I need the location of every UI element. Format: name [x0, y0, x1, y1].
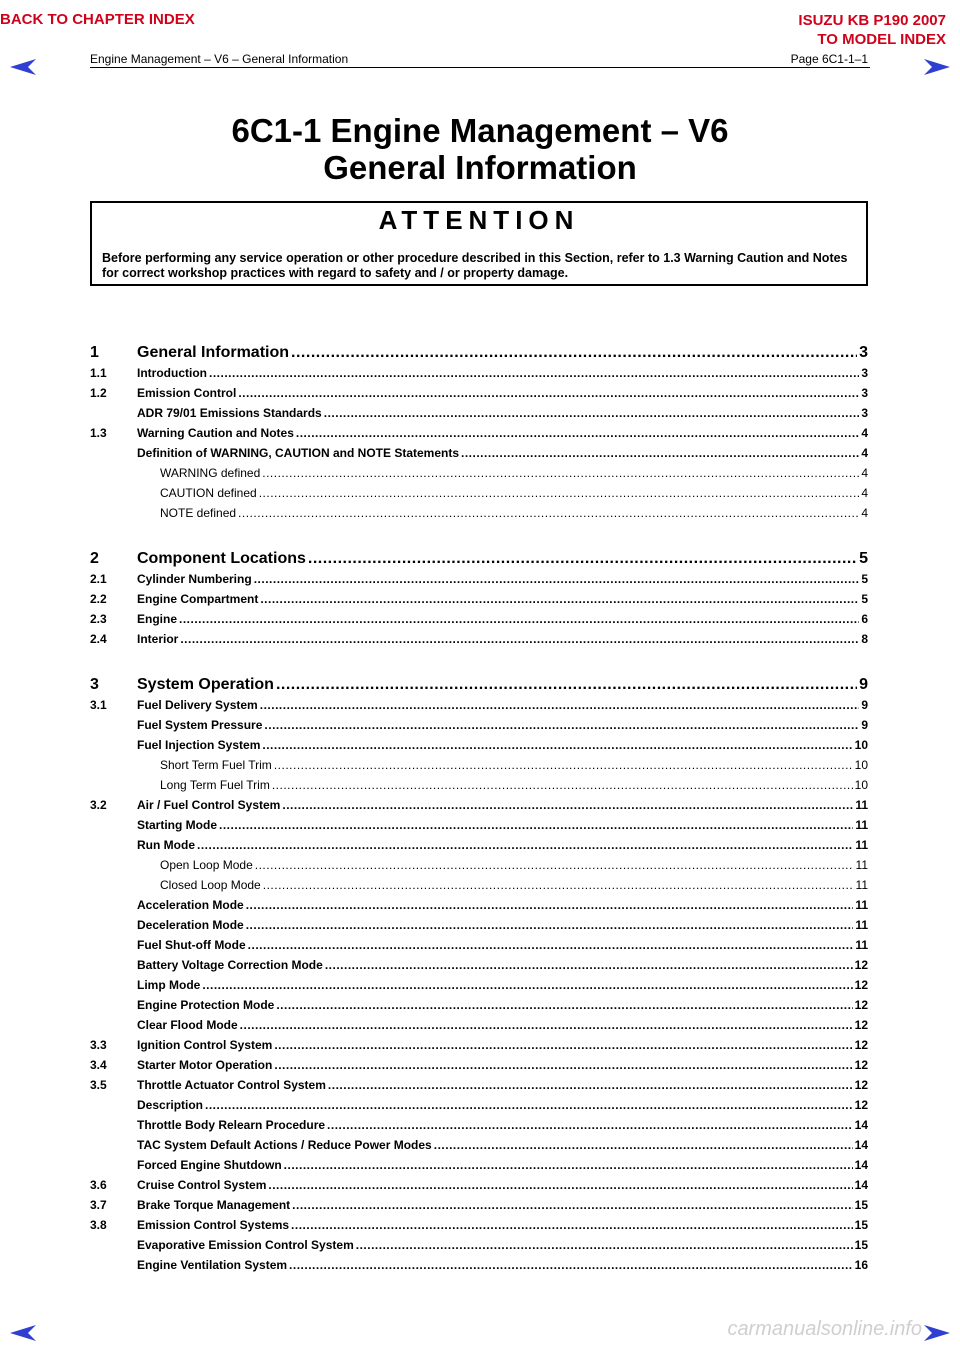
toc-leader-dots [284, 1158, 853, 1172]
toc-entry-page: 12 [854, 998, 868, 1012]
toc-leader-dots [328, 1078, 853, 1092]
toc-entry-label: Starter Motor Operation [137, 1058, 273, 1072]
toc-entry[interactable] [90, 958, 868, 972]
toc-leader-dots [291, 344, 857, 362]
toc-leader-dots [356, 1238, 853, 1252]
toc-entry-page: 4 [861, 506, 868, 520]
attention-text: Before performing any service operation or other procedure described in this Section, refer to 1.3 Warning Caution and Notes for correct workshop practices with regard to safety and / or property damage. [102, 251, 848, 280]
toc-entry-label: Limp Mode [137, 978, 201, 992]
toc-entry[interactable] [90, 778, 868, 792]
toc-leader-dots [325, 958, 853, 972]
toc-leader-dots [255, 858, 854, 872]
toc-entry[interactable] [90, 486, 868, 500]
toc-entry[interactable] [90, 676, 868, 694]
toc-leader-dots [259, 486, 860, 500]
toc-leader-dots [324, 406, 860, 420]
toc-entry-page: 14 [854, 1138, 868, 1152]
toc-entry-label: Brake Torque Management [137, 1198, 291, 1212]
page-title-line-2: General Information [323, 149, 637, 186]
toc-entry-page: 15 [854, 1198, 868, 1212]
toc-entry-label: Engine [137, 612, 178, 626]
toc-entry-page: 9 [861, 718, 868, 732]
toc-entry-page: 12 [854, 1058, 868, 1072]
toc-leader-dots [276, 676, 857, 694]
toc-leader-dots [246, 918, 854, 932]
toc-entry-page: 3 [861, 406, 868, 420]
toc-entry-page: 12 [854, 1038, 868, 1052]
attention-box [90, 201, 868, 286]
toc-entry-page: 4 [861, 466, 868, 480]
toc-entry-label: Warning Caution and Notes [137, 426, 294, 440]
toc-entry-page: 10 [854, 778, 868, 792]
toc-entry-page: 11 [855, 838, 868, 852]
toc-leader-dots [262, 466, 859, 480]
toc-entry-label: Short Term Fuel Trim [160, 758, 272, 772]
toc-entry-label: Run Mode [137, 838, 195, 852]
toc-leader-dots [296, 426, 859, 440]
toc-entry[interactable] [90, 592, 868, 606]
toc-entry[interactable] [90, 406, 868, 420]
toc-entry-page: 12 [854, 1098, 868, 1112]
toc-entry-label: Engine Compartment [137, 592, 259, 606]
toc-entry[interactable] [90, 938, 868, 952]
toc-entry-number: 2.4 [90, 632, 107, 646]
toc-entry-label: Air / Fuel Control System [137, 798, 281, 812]
toc-entry[interactable] [90, 1178, 868, 1192]
toc-entry-page: 11 [855, 878, 868, 892]
toc-leader-dots [262, 738, 852, 752]
toc-entry-label: Emission Control Systems [137, 1218, 290, 1232]
toc-entry-page: 9 [861, 698, 868, 712]
toc-entry-label: Definition of WARNING, CAUTION and NOTE Statements [137, 446, 460, 460]
toc-leader-dots [274, 758, 853, 772]
toc-leader-dots [292, 1198, 852, 1212]
toc-entry-label: Forced Engine Shutdown [137, 1158, 282, 1172]
toc-entry-number: 3.5 [90, 1078, 107, 1092]
toc-entry-number: 3.7 [90, 1198, 107, 1212]
toc-entry-page: 14 [854, 1118, 868, 1132]
toc-entry-page: 4 [861, 426, 868, 440]
toc-entry-label: Introduction [137, 366, 207, 380]
toc-entry-label: Component Locations [137, 550, 306, 567]
toc-entry-label: Engine Ventilation System [137, 1258, 288, 1272]
toc-entry[interactable] [90, 738, 868, 752]
toc-entry-label: Battery Voltage Correction Mode [137, 958, 323, 972]
toc-entry[interactable] [90, 898, 868, 912]
toc-entry-number: 2.2 [90, 592, 107, 606]
toc-entry[interactable] [90, 758, 868, 772]
toc-entry-number: 3.4 [90, 1058, 107, 1072]
toc-entry-label: Emission Control [137, 386, 237, 400]
toc-entry-label: Fuel Injection System [137, 738, 261, 752]
toc-entry[interactable] [90, 1078, 868, 1092]
toc-entry-page: 11 [855, 858, 868, 872]
toc-entry[interactable] [90, 1038, 868, 1052]
toc-entry[interactable] [90, 550, 868, 568]
toc-entry[interactable] [90, 1098, 868, 1112]
model-index-link[interactable] [798, 11, 946, 49]
toc-entry-number: 3 [90, 676, 99, 693]
toc-leader-dots [179, 612, 859, 626]
toc-entry-label: Description [137, 1098, 204, 1112]
toc-entry-label: General Information [137, 344, 290, 361]
toc-entry-page: 3 [861, 366, 868, 380]
toc-entry-label: WARNING defined [160, 466, 261, 480]
toc-leader-dots [240, 1018, 853, 1032]
toc-entry[interactable] [90, 998, 868, 1012]
toc-entry[interactable] [90, 1118, 868, 1132]
toc-leader-dots [209, 366, 859, 380]
model-line-1: ISUZU KB P190 2007 [798, 12, 946, 29]
toc-entry-number: 2 [90, 550, 99, 567]
toc-leader-dots [274, 1038, 852, 1052]
toc-entry-label: Acceleration Mode [137, 898, 244, 912]
site-watermark: carmanualsonline.info [727, 1318, 922, 1340]
toc-leader-dots [246, 898, 854, 912]
toc-entry[interactable] [90, 506, 868, 520]
toc-leader-dots [238, 386, 859, 400]
toc-entry-label: Open Loop Mode [160, 858, 253, 872]
toc-entry-label: Deceleration Mode [137, 918, 244, 932]
model-line-2: TO MODEL INDEX [817, 31, 946, 48]
toc-entry-label: NOTE defined [160, 506, 237, 520]
toc-entry-page: 5 [859, 550, 868, 567]
toc-entry[interactable] [90, 466, 868, 480]
toc-leader-dots [202, 978, 852, 992]
toc-entry-label: Closed Loop Mode [160, 878, 261, 892]
previous-page-arrow-bottom-icon[interactable] [8, 1324, 38, 1342]
toc-leader-dots [276, 998, 852, 1012]
toc-entry-page: 4 [861, 446, 868, 460]
toc-entry-page: 16 [854, 1258, 868, 1272]
toc-entry-number: 1.2 [90, 386, 107, 400]
toc-entry-number: 3.1 [90, 698, 107, 712]
toc-entry-page: 10 [854, 758, 868, 772]
toc-entry-label: ADR 79/01 Emissions Standards [137, 406, 322, 420]
toc-entry[interactable] [90, 612, 868, 626]
toc-entry-page: 14 [854, 1158, 868, 1172]
toc-entry-label: Interior [137, 632, 179, 646]
toc-entry-page: 11 [855, 898, 868, 912]
toc-leader-dots [268, 1178, 852, 1192]
toc-leader-dots [461, 446, 859, 460]
page-title-line-1: 6C1-1 Engine Management – V6 [231, 112, 729, 149]
toc-entry-label: Fuel System Pressure [137, 718, 263, 732]
toc-entry-page: 12 [854, 978, 868, 992]
toc-entry[interactable] [90, 446, 868, 460]
toc-entry-number: 1 [90, 344, 99, 361]
toc-leader-dots [308, 550, 857, 568]
toc-entry-label: Long Term Fuel Trim [160, 778, 270, 792]
toc-entry-page: 11 [855, 938, 868, 952]
toc-entry-page: 3 [861, 386, 868, 400]
toc-entry-number: 3.6 [90, 1178, 107, 1192]
toc-entry-label: Throttle Body Relearn Procedure [137, 1118, 326, 1132]
toc-entry-page: 11 [855, 918, 868, 932]
toc-entry-label: Ignition Control System [137, 1038, 273, 1052]
toc-entry[interactable] [90, 426, 868, 440]
toc-leader-dots [205, 1098, 853, 1112]
back-to-chapter-index-link[interactable]: BACK TO CHAPTER INDEX [0, 11, 195, 28]
toc-leader-dots [263, 878, 854, 892]
toc-leader-dots [327, 1118, 853, 1132]
toc-leader-dots [282, 798, 853, 812]
toc-entry-page: 14 [854, 1178, 868, 1192]
toc-entry-page: 10 [854, 738, 868, 752]
toc-entry-page: 3 [859, 344, 868, 361]
toc-entry[interactable] [90, 572, 868, 586]
toc-entry-label: Evaporative Emission Control System [137, 1238, 354, 1252]
toc-entry-page: 8 [861, 632, 868, 646]
toc-entry[interactable] [90, 1198, 868, 1212]
toc-entry-page: 11 [855, 818, 868, 832]
toc-entry-label: Engine Protection Mode [137, 998, 275, 1012]
toc-entry[interactable] [90, 386, 868, 400]
toc-entry[interactable] [90, 1138, 868, 1152]
toc-entry-number: 3.3 [90, 1038, 107, 1052]
toc-entry-number: 1.1 [90, 366, 107, 380]
toc-entry[interactable] [90, 1058, 868, 1072]
toc-entry-page: 12 [854, 1018, 868, 1032]
toc-entry[interactable] [90, 878, 868, 892]
toc-leader-dots [274, 1058, 852, 1072]
toc-entry-label: Cruise Control System [137, 1178, 267, 1192]
toc-entry[interactable] [90, 1158, 868, 1172]
header-rule [90, 67, 870, 68]
toc-entry-page: 6 [861, 612, 868, 626]
toc-leader-dots [260, 592, 859, 606]
toc-entry[interactable] [90, 1238, 868, 1252]
toc-entry-label: TAC System Default Actions / Reduce Power Modes [137, 1138, 432, 1152]
next-page-arrow-bottom-icon[interactable] [922, 1324, 952, 1342]
toc-entry[interactable] [90, 1258, 868, 1272]
toc-entry-label: Starting Mode [137, 818, 217, 832]
toc-entry-label: Throttle Actuator Control System [137, 1078, 326, 1092]
toc-entry-label: Cylinder Numbering [137, 572, 252, 586]
toc-entry[interactable] [90, 918, 868, 932]
toc-entry-page: 15 [854, 1238, 868, 1252]
toc-leader-dots [291, 1218, 853, 1232]
toc-entry-label: System Operation [137, 676, 274, 693]
toc-entry[interactable] [90, 798, 868, 812]
toc-entry[interactable] [90, 632, 868, 646]
toc-leader-dots [434, 1138, 853, 1152]
running-header-page: Page 6C1-1–1 [790, 52, 868, 66]
toc-entry-page: 9 [859, 676, 868, 693]
next-page-arrow-icon[interactable] [922, 58, 952, 76]
toc-entry-page: 12 [854, 958, 868, 972]
toc-entry-label: Clear Flood Mode [137, 1018, 238, 1032]
toc-leader-dots [238, 506, 859, 520]
toc-entry[interactable] [90, 858, 868, 872]
toc-entry-page: 11 [855, 798, 868, 812]
toc-entry-page: 5 [861, 592, 868, 606]
toc-entry-page: 12 [854, 1078, 868, 1092]
toc-entry[interactable] [90, 344, 868, 362]
toc-entry-number: 3.2 [90, 798, 107, 812]
toc-entry[interactable] [90, 978, 868, 992]
toc-leader-dots [272, 778, 853, 792]
toc-entry[interactable] [90, 838, 868, 852]
attention-heading: ATTENTION [378, 205, 580, 235]
toc-entry[interactable] [90, 1218, 868, 1232]
toc-entry-number: 2.3 [90, 612, 107, 626]
toc-entry-page: 5 [861, 572, 868, 586]
toc-entry[interactable] [90, 1018, 868, 1032]
toc-entry-label: Fuel Delivery System [137, 698, 258, 712]
toc-entry-number: 2.1 [90, 572, 107, 586]
toc-leader-dots [219, 818, 853, 832]
toc-leader-dots [248, 938, 854, 952]
toc-entry-page: 4 [861, 486, 868, 500]
toc-leader-dots [264, 718, 859, 732]
toc-leader-dots [260, 698, 860, 712]
toc-leader-dots [289, 1258, 853, 1272]
previous-page-arrow-icon[interactable] [8, 58, 38, 76]
toc-entry[interactable] [90, 698, 868, 712]
toc-entry[interactable] [90, 718, 868, 732]
toc-entry-number: 1.3 [90, 426, 107, 440]
running-header-left: Engine Management – V6 – General Information [90, 52, 349, 66]
toc-entry-label: Fuel Shut-off Mode [137, 938, 246, 952]
toc-entry[interactable] [90, 818, 868, 832]
toc-entry-label: CAUTION defined [160, 486, 257, 500]
toc-leader-dots [197, 838, 853, 852]
toc-entry-number: 3.8 [90, 1218, 107, 1232]
toc-leader-dots [254, 572, 860, 586]
toc-entry-page: 15 [854, 1218, 868, 1232]
toc-entry[interactable] [90, 366, 868, 380]
toc-leader-dots [180, 632, 859, 646]
